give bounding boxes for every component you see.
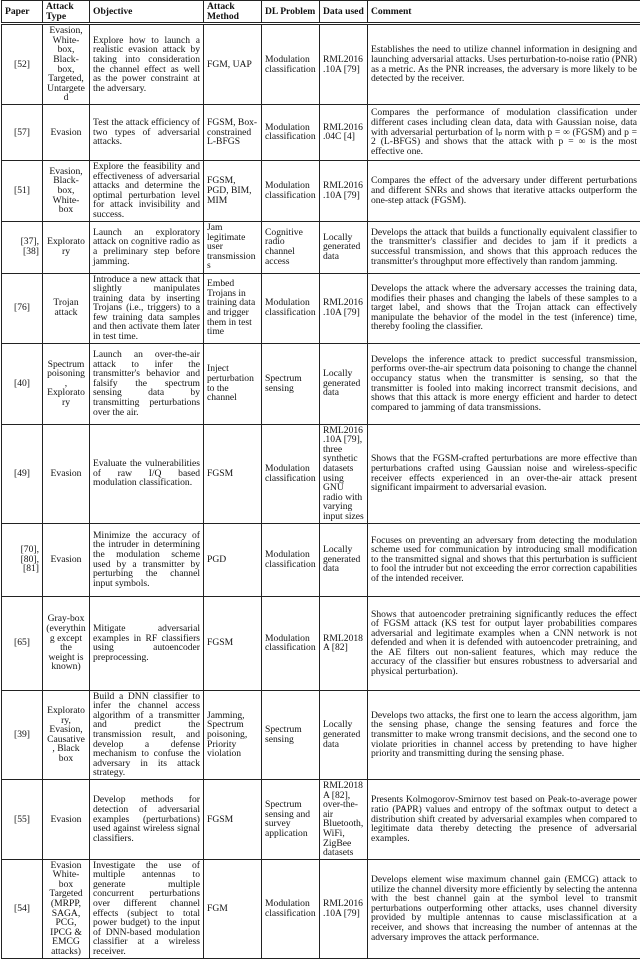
data-used-cell: Locally generated data [320,523,368,596]
objective-cell: Build a DNN classifier to infer the channel access algorithm of a transmitter and predict the transmission result, and develop a defense mechanism to confuse the adversary in its attack strategy. [90,690,204,779]
table-row [2,523,640,596]
attack-type-cell: Evasion [43,104,90,160]
comment-cell: Focuses on preventing an adversary from detecting the modulation scheme used for communication by introducing small modification to the transmitted signal and shows that this perturbation is sufficient to fool the intruder but not exceeding the error correction capabilities of the intended receiver. [368,523,640,596]
comment-cell: Compares the performance of modulation classification under different cases including clean data, data with Gaussian noise, data with adversarial perturbation of lₚ norm with p = ∞ (FGSM) and p = 2 (L-BFGS) and shows that the attack with p = ∞ is the most effective one. [368,104,640,160]
data-used-cell: Locally generated data [320,343,368,424]
header-dl-problem: DL Problem [262,1,320,24]
dl-problem-cell: Modulation classification [262,160,320,221]
dl-problem-cell: Modulation classification [262,424,320,523]
comment-cell: Develops two attacks, the first one to learn the access algorithm, jam the sensing phase, change the sensing features and force the transmitter to make wrong transmit decisions, and the second one to violate priorities in channel access by pretending to have higher priority and transmitting during the sensing phase. [368,690,640,779]
header-paper: Paper [2,1,43,24]
paper-cell: [37], [38] [2,221,43,273]
header-comment: Comment [368,1,640,24]
attack-type-cell: Evasion White-box Targeted (MRPP, SAGA, PCG, IPCG & EMCG attacks) [43,859,90,958]
objective-cell: Launch an over-the-air attack to infer the transmitter's behavior and falsify the spectrum sensing data by transmitting perturbations over the air. [90,343,204,424]
objective-cell: Evaluate the vulnerabilities of raw I/Q based modulation classification. [90,424,204,523]
paper-cell: [49] [2,424,43,523]
dl-problem-cell: Cognitive radio channel access [262,221,320,273]
attack-method-cell: PGD [204,523,262,596]
attack-type-cell: Evasion [43,779,90,859]
table-row [2,24,640,105]
attack-method-cell: Inject perturbation to the channel [204,343,262,424]
attack-method-cell: Jamming, Spectrum poisoning, Priority violation [204,690,262,779]
objective-cell: Launch an exploratory attack on cognitive radio as a preliminary step before jamming. [90,221,204,273]
comment-cell: Develops the attack that builds a functionally equivalent classifier to the transmitter's classifier and decides to jam if it predicts a successful transmission, and shows that this approach reduces the transmitter's throughput more effectively than random jamming. [368,221,640,273]
comment-cell: Establishes the need to utilize channel information in designing and launching adversarial attacks. Uses perturbation-to-noise ratio (PNR) as a metric. As the PNR increases, the adversary is more likely to be detected by the receiver. [368,24,640,105]
dl-problem-cell: Modulation classification [262,523,320,596]
dl-problem-cell: Modulation classification [262,273,320,343]
header-objective: Objective [90,1,204,24]
data-used-cell: RML2018A [82], over-the-air Bluetooth, WiFi, ZigBee datasets [320,779,368,859]
data-used-cell: RML2016.10A [79] [320,273,368,343]
table-row [2,424,640,523]
attack-method-cell: FGM, UAP [204,24,262,105]
paper-cell: [52] [2,24,43,105]
data-used-cell: Locally generated data [320,221,368,273]
attack-type-cell: Evasion, Black-box, White-box [43,160,90,221]
objective-cell: Investigate the use of multiple antennas to generate multiple concurrent perturbations over different channel effects (subject to total power budget) to the input of DNN-based modulation classifier at a wireless receiver. [90,859,204,958]
table-row [2,104,640,160]
paper-cell: [76] [2,273,43,343]
data-used-cell: RML2016.10A [79] [320,160,368,221]
dl-problem-cell: Spectrum sensing [262,690,320,779]
dl-problem-cell: Modulation classification [262,104,320,160]
objective-cell: Explore how to launch a realistic evasion attack by taking into consideration the channel effect as well as the power constraint at the adversary. [90,24,204,105]
dl-problem-cell: Modulation classification [262,859,320,958]
comment-cell: Compares the effect of the adversary under different perturbations and different SNRs and shows that iterative attacks outperform the one-step attack (FGSM). [368,160,640,221]
comment-cell: Develops the inference attack to predict successful transmission, performs over-the-air spectrum data poisoning to change the channel occupancy status when the transmitter is sensing, so that the transmitter is fooled into making incorrect transmit decisions, and shows that this attack is more energy efficient and harder to detect compared to jamming of data transmissions. [368,343,640,424]
attack-method-cell: Jam legitimate user transmissions [204,221,262,273]
paper-cell: [70], [80], [81] [2,523,43,596]
attack-type-cell: Gray-box (everything except the weight is known) [43,596,90,690]
paper-cell: [57] [2,104,43,160]
paper-cell: [40] [2,343,43,424]
attack-type-cell: Spectrum poisoning, Exploratory [43,343,90,424]
objective-cell: Develop methods for detection of adversarial examples (perturbations) used against wireless signal classifiers. [90,779,204,859]
data-used-cell: RML2018A [82] [320,596,368,690]
attack-type-cell: Trojan attack [43,273,90,343]
attack-type-cell: Exploratory, Evasion, Causative, Black box [43,690,90,779]
table-row [2,779,640,859]
attack-method-cell: FGM [204,859,262,958]
attack-type-cell: Evasion [43,523,90,596]
attack-method-cell: FGSM [204,596,262,690]
comment-cell: Shows that autoencoder pretraining significantly reduces the effect of FGSM attack (KS test for output layer probabilities compares adversarial and legitimate examples when a CNN network is not defended and when it is defended with autoencoder pretraining, and the AE filters out non-salient features, which may reduce the accuracy of the classifier but ensures robustness to adversarial and physical perturbation). [368,596,640,690]
table-row [2,273,640,343]
comment-cell: Develops element wise maximum channel gain (EMCG) attack to utilize the channel diversity more efficiently by selecting the antenna with the best channel gain at the symbol level to transmit perturbations outperforming other attacks, uses channel diversity provided by multiple antennas to cause misclassification at a receiver, and shows that increasing the number of antennas at the adversary improves the attack performance. [368,859,640,958]
attack-method-cell: FGSM [204,424,262,523]
comment-cell: Shows that the FGSM-crafted perturbations are more effective than perturbations crafted using Gaussian noise and wireless-specific receiver effects experienced in an over-the-air attack present significant impairment to adversarial evasion. [368,424,640,523]
attack-method-cell: FGSM, PGD, BIM, MIM [204,160,262,221]
objective-cell: Test the attack efficiency of two types of adversarial attacks. [90,104,204,160]
table-row [2,221,640,273]
data-used-cell: RML2016.04C [4] [320,104,368,160]
paper-cell: [51] [2,160,43,221]
objective-cell: Mitigate adversarial examples in RF classifiers using autoencoder preprocessing. [90,596,204,690]
dl-problem-cell: Spectrum sensing and survey application [262,779,320,859]
comment-cell: Develops the attack where the adversary accesses the training data, modifies their phases and changing the labels of these samples to a target label, and shows that the Trojan attack can effectively manipulate the behavior of the model in the test (inference) time, thereby fooling the classifier. [368,273,640,343]
table-row [2,596,640,690]
data-used-cell: RML2016.10A [79], three synthetic datasets using GNU radio with varying input sizes [320,424,368,523]
dl-problem-cell: Modulation classification [262,596,320,690]
attack-method-cell: FGSM, Box-constrained L-BFGS [204,104,262,160]
attack-method-cell: Embed Trojans in training data and trigger them in test time [204,273,262,343]
objective-cell: Minimize the accuracy of the intruder in determining the modulation scheme used by a transmitter by perturbing the channel input symbols. [90,523,204,596]
objective-cell: Introduce a new attack that slightly manipulates training data by inserting Trojans (i.e., triggers) to a few training data samples and then activate them later in test time. [90,273,204,343]
header-data-used: Data used [320,1,368,24]
attack-method-cell: FGSM [204,779,262,859]
header-attack-method: Attack Method [204,1,262,24]
attack-type-cell: Evasion [43,424,90,523]
paper-cell: [65] [2,596,43,690]
table-row [2,859,640,958]
paper-cell: [39] [2,690,43,779]
table-row [2,690,640,779]
data-used-cell: Locally generated data [320,690,368,779]
data-used-cell: RML2016.10A [79] [320,859,368,958]
paper-cell: [55] [2,779,43,859]
dl-problem-cell: Modulation classification [262,24,320,105]
dl-problem-cell: Spectrum sensing [262,343,320,424]
table-row [2,160,640,221]
comment-cell: Presents Kolmogorov-Smirnov test based on Peak-to-average power ratio (PAPR) values and entropy of the softmax output to detect a distribution shift created by adversarial examples when compared to legitimate data thereby detecting the presence of adversarial examples. [368,779,640,859]
attack-survey-table [1,0,640,959]
paper-cell: [54] [2,859,43,958]
header-attack-type: Attack Type [43,1,90,24]
objective-cell: Explore the feasibility and effectiveness of adversarial attacks and determine the optimal perturbation level for attack invisibility and success. [90,160,204,221]
data-used-cell: RML2016.10A [79] [320,24,368,105]
table-header-row [2,1,640,24]
attack-type-cell: Exploratory [43,221,90,273]
table-row [2,343,640,424]
attack-type-cell: Evasion, White-box, Black-box, Targeted, Untargeted [43,24,90,105]
